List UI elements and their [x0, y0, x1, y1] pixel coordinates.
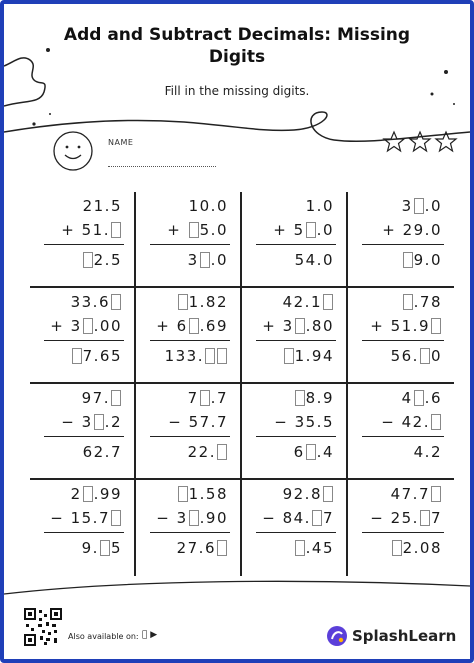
page-title — [44, 24, 430, 68]
operator-sign: − — [262, 509, 283, 527]
problem-top-number: 1.82 — [177, 292, 228, 312]
missing-digit-box[interactable] — [403, 294, 413, 310]
problem-answer: 9.0 — [402, 250, 442, 270]
problem-top-number: 4 .6 — [401, 389, 442, 407]
problem-answer: 56. 0 — [390, 347, 442, 365]
missing-digit-box[interactable] — [217, 348, 227, 364]
problem-bottom-number: − 3 .2 — [61, 413, 122, 431]
operator-sign: + — [167, 221, 188, 239]
problem-top-number: 97. — [82, 388, 122, 408]
answer-line — [362, 532, 444, 533]
problem-answer: 4.2 — [413, 443, 442, 461]
missing-digit-box[interactable] — [111, 510, 121, 526]
problem-bottom-number: − 57.7 — [168, 413, 228, 431]
missing-digit-box[interactable] — [323, 294, 333, 310]
missing-digit-box[interactable] — [100, 540, 110, 556]
problem-top-number: 92.8 — [283, 484, 334, 504]
problem-answer: 2.5 — [82, 250, 122, 270]
problem-cell — [136, 288, 242, 384]
problem-bottom-number: − 35.5 — [274, 413, 334, 431]
problem-cell — [136, 192, 242, 288]
answer-line — [150, 340, 230, 341]
problem-top-number: .78 — [402, 292, 442, 312]
answer-line — [44, 244, 124, 245]
problem-answer: 9. 5 — [81, 539, 122, 557]
missing-digit-box[interactable] — [189, 318, 199, 334]
missing-digit-box[interactable] — [217, 540, 227, 556]
operator-sign: + — [370, 317, 391, 335]
answer-line — [362, 436, 444, 437]
answer-line — [362, 244, 444, 245]
missing-digit-box[interactable] — [295, 540, 305, 556]
problem-answer: 3 .0 — [187, 251, 228, 269]
splashlearn-logo-icon — [326, 625, 348, 647]
missing-digit-box[interactable] — [205, 348, 215, 364]
missing-digit-box[interactable] — [72, 348, 82, 364]
problem-cell — [136, 480, 242, 576]
missing-digit-box[interactable] — [189, 222, 199, 238]
missing-digit-box[interactable] — [200, 390, 210, 406]
problem-bottom-number: − 15.7 — [50, 508, 122, 528]
problem-answer: 133. — [165, 346, 228, 366]
answer-line — [150, 244, 230, 245]
problem-bottom-number: + 3 .80 — [262, 317, 334, 335]
problem-top-number: 2 .99 — [70, 485, 122, 503]
problem-bottom-number: + 5 .0 — [273, 221, 334, 239]
problem-top-number: 1.0 — [305, 197, 334, 215]
problem-top-number: 8.9 — [294, 388, 334, 408]
problem-top-number: 47.7 — [391, 484, 442, 504]
missing-digit-box[interactable] — [420, 348, 430, 364]
problem-cell — [348, 192, 454, 288]
operator-sign: + — [262, 317, 283, 335]
problem-top-number: 3 .0 — [401, 197, 442, 215]
problem-bottom-number: − 25. 7 — [370, 509, 442, 527]
missing-digit-box[interactable] — [295, 318, 305, 334]
operator-sign: − — [370, 509, 391, 527]
problem-answer: 27.6 — [177, 538, 228, 558]
problem-cell — [30, 288, 136, 384]
instructions-text: Fill in the missing digits. — [164, 84, 310, 98]
operator-sign: − — [274, 413, 295, 431]
name-input-line[interactable] — [108, 166, 216, 167]
missing-digit-box[interactable] — [312, 510, 322, 526]
problem-bottom-number: + 3 .00 — [50, 317, 122, 335]
answer-line — [256, 436, 336, 437]
missing-digit-box[interactable] — [94, 414, 104, 430]
missing-digit-box[interactable] — [111, 390, 121, 406]
problem-bottom-number: + 5.0 — [167, 221, 228, 239]
missing-digit-box[interactable] — [420, 510, 430, 526]
star-rating-icons — [382, 130, 462, 156]
missing-digit-box[interactable] — [414, 198, 424, 214]
problem-bottom-number: + 51. — [61, 220, 122, 240]
qr-code — [24, 608, 62, 646]
missing-digit-box[interactable] — [178, 294, 188, 310]
problem-bottom-number: − 84. 7 — [262, 509, 334, 527]
problem-answer: 7.65 — [71, 346, 122, 366]
problem-cell — [242, 384, 348, 480]
problem-top-number: 33.6 — [71, 292, 122, 312]
footer-wave-decoration — [4, 576, 470, 606]
missing-digit-box[interactable] — [392, 540, 402, 556]
problem-bottom-number: − 3 .90 — [156, 509, 228, 527]
problem-cell — [348, 480, 454, 576]
answer-line — [150, 532, 230, 533]
answer-line — [44, 340, 124, 341]
operator-sign: + — [273, 221, 294, 239]
problem-answer: 62.7 — [82, 443, 122, 461]
store-icons — [142, 630, 157, 640]
missing-digit-box[interactable] — [111, 294, 121, 310]
operator-sign: − — [168, 413, 189, 431]
problem-bottom-number: + 29.0 — [382, 221, 442, 239]
problem-top-number: 1.58 — [177, 484, 228, 504]
title-line-2: Digits — [208, 47, 266, 67]
brand-logo — [326, 624, 456, 648]
brand-name: SplashLearn — [352, 627, 457, 645]
title-line-1: Add and Subtract Decimals: Missing — [63, 25, 411, 45]
answer-line — [150, 436, 230, 437]
missing-digit-box[interactable] — [403, 252, 413, 268]
problem-cell — [242, 192, 348, 288]
missing-digit-box[interactable] — [306, 222, 316, 238]
operator-sign: − — [381, 413, 402, 431]
problem-cell — [136, 384, 242, 480]
problem-bottom-number: + 51.9 — [370, 316, 442, 336]
problem-top-number: 21.5 — [82, 197, 122, 215]
missing-digit-box[interactable] — [83, 486, 93, 502]
missing-digit-box[interactable] — [431, 486, 441, 502]
problem-top-number: 7 .7 — [187, 389, 228, 407]
missing-digit-box[interactable] — [284, 348, 294, 364]
problem-answer: .45 — [294, 538, 334, 558]
missing-digit-box[interactable] — [83, 318, 93, 334]
problem-top-number: 10.0 — [188, 197, 228, 215]
answer-line — [44, 532, 124, 533]
missing-digit-box[interactable] — [217, 444, 227, 460]
problem-cell — [242, 480, 348, 576]
problem-answer: 2.08 — [391, 538, 442, 558]
problem-top-number: 42.1 — [283, 292, 334, 312]
operator-sign: − — [61, 413, 82, 431]
missing-digit-box[interactable] — [83, 252, 93, 268]
missing-digit-box[interactable] — [295, 390, 305, 406]
problem-grid — [30, 192, 454, 576]
missing-digit-box[interactable] — [431, 318, 441, 334]
operator-sign: + — [382, 221, 403, 239]
name-label: NAME — [108, 138, 134, 147]
missing-digit-box[interactable] — [200, 252, 210, 268]
smiley-face-icon — [52, 130, 94, 172]
problem-bottom-number: − 42. — [381, 412, 442, 432]
missing-digit-box[interactable] — [414, 390, 424, 406]
apple-icon[interactable] — [142, 630, 147, 640]
answer-line — [256, 532, 336, 533]
available-on-text: Also available on: — [68, 632, 139, 641]
answer-line — [256, 244, 336, 245]
problem-cell — [30, 384, 136, 480]
operator-sign: − — [50, 509, 71, 527]
missing-digit-box[interactable] — [306, 444, 316, 460]
problem-bottom-number: + 6 .69 — [156, 317, 228, 335]
answer-line — [256, 340, 336, 341]
problem-answer: 1.94 — [283, 346, 334, 366]
problem-answer: 54.0 — [294, 251, 334, 269]
problem-cell — [242, 288, 348, 384]
missing-digit-box[interactable] — [323, 486, 333, 502]
problem-cell — [30, 192, 136, 288]
operator-sign: − — [156, 509, 177, 527]
answer-line — [362, 340, 444, 341]
play-store-icon[interactable]: ▶ — [142, 630, 149, 640]
operator-sign: + — [61, 221, 82, 239]
missing-digit-box[interactable] — [431, 414, 441, 430]
missing-digit-box[interactable] — [111, 222, 121, 238]
missing-digit-box[interactable] — [178, 486, 188, 502]
operator-sign: + — [156, 317, 177, 335]
answer-line — [44, 436, 124, 437]
missing-digit-box[interactable] — [189, 510, 199, 526]
problem-answer: 22. — [188, 442, 228, 462]
problem-cell — [348, 384, 454, 480]
problem-cell — [30, 480, 136, 576]
operator-sign: + — [50, 317, 71, 335]
problem-answer: 6 .4 — [293, 443, 334, 461]
problem-cell — [348, 288, 454, 384]
